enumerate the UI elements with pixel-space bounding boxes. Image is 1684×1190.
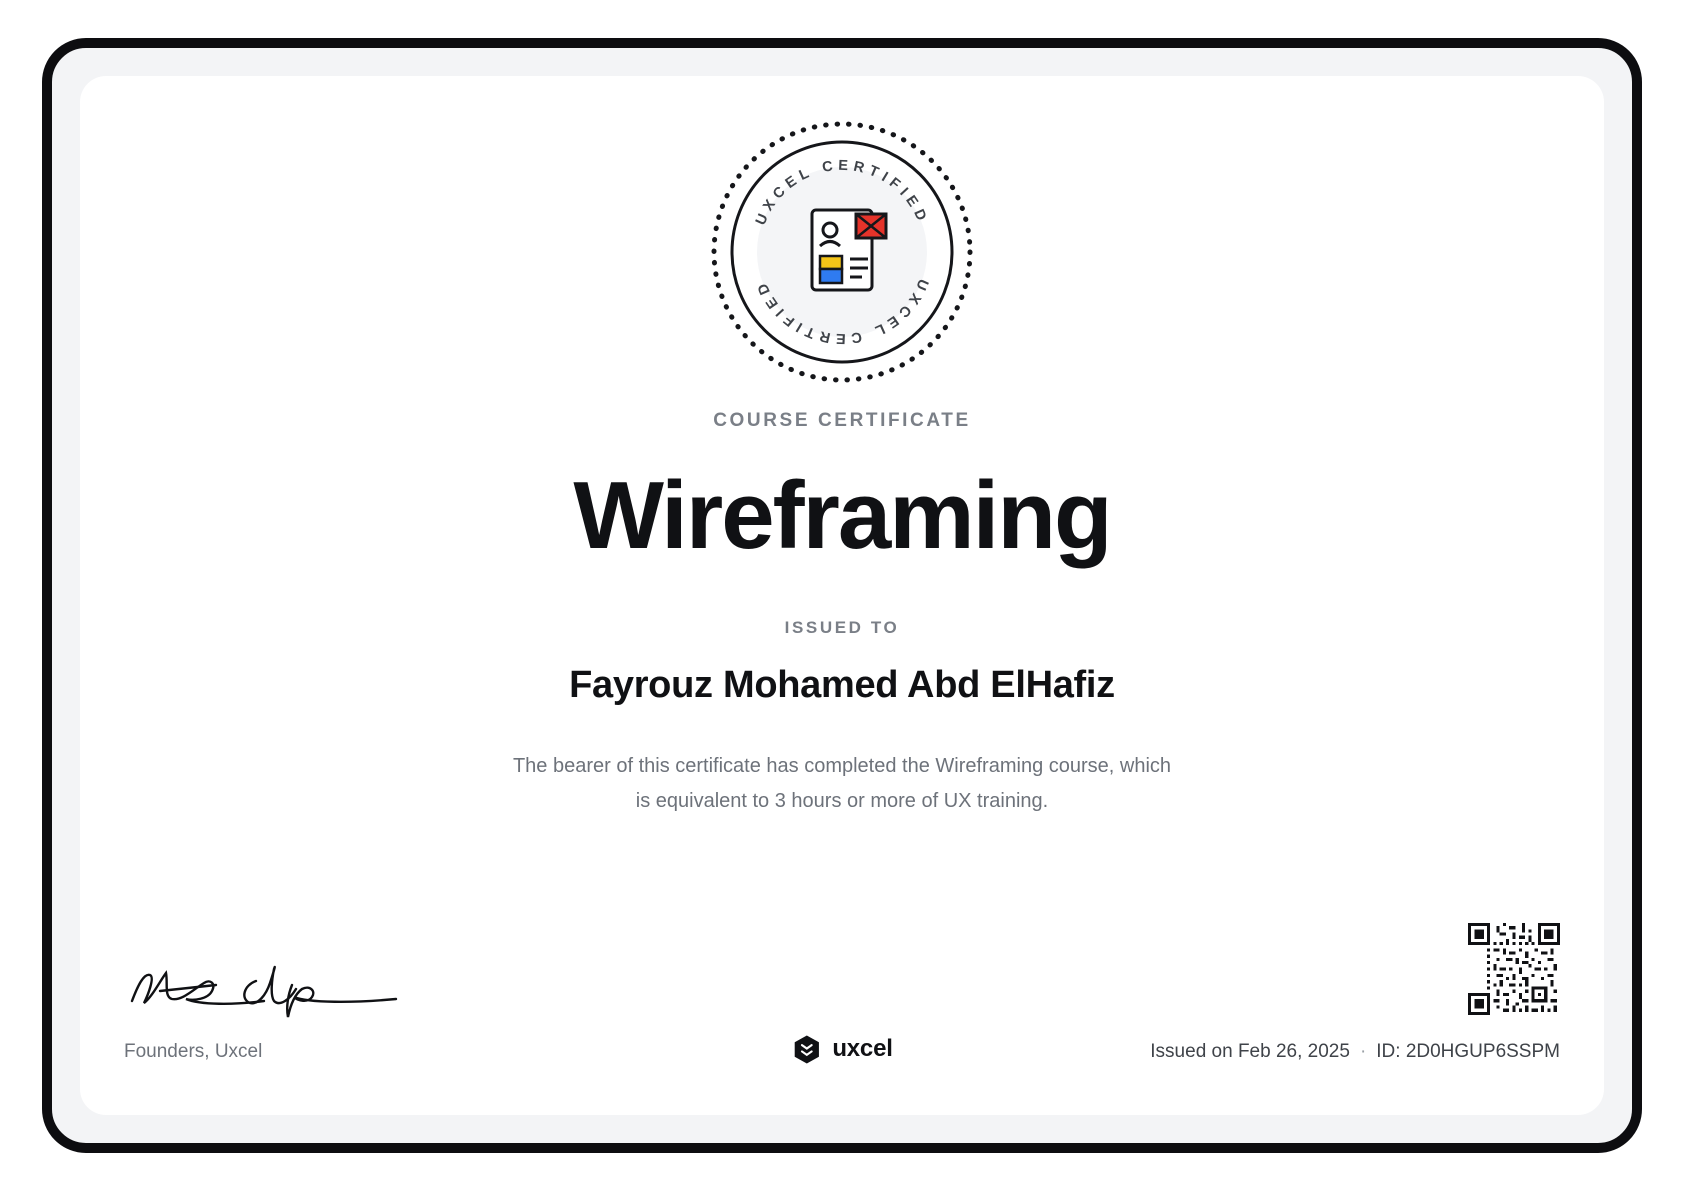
certificate-footer (80, 891, 1604, 1081)
seal-graphic (708, 118, 976, 386)
svg-text:UXCEL CERTIFIED: UXCEL CERTIFIED (752, 275, 932, 346)
qr-graphic (1468, 923, 1560, 1015)
uxcel-certified-seal (708, 118, 976, 386)
signature-caption: Founders, Uxcel (124, 1040, 263, 1062)
description-line-2: is equivalent to 3 hours or more of UX training. (635, 790, 1049, 813)
certificate-description (513, 749, 1171, 819)
certificate-id: ID: 2D0HGUP6SSPM (1376, 1040, 1560, 1062)
uxcel-brand (791, 1034, 892, 1065)
uxcel-logo-icon (791, 1034, 822, 1065)
description-line-1: The bearer of this certificate has completed the Wireframing course, which (512, 755, 1172, 778)
recipient-name: Fayrouz Mohamed Abd ElHafiz (569, 664, 1115, 707)
issued-metadata (1150, 1041, 1560, 1063)
meta-separator: · (1359, 1040, 1367, 1062)
course-title: Wireframing (573, 461, 1111, 569)
brand-name: uxcel (832, 1035, 893, 1062)
certificate-card (80, 76, 1604, 1115)
certificate-border (42, 38, 1642, 1153)
eyebrow-label: COURSE CERTIFICATE (713, 409, 971, 431)
signature-ink (124, 955, 424, 1025)
issued-to-label: ISSUED TO (784, 618, 900, 638)
issued-on-date: Issued on Feb 26, 2025 (1150, 1040, 1350, 1062)
founders-signature (124, 955, 424, 1025)
verification-qr-code[interactable] (1468, 923, 1560, 1015)
svg-text:UXCEL CERTIFIED: UXCEL CERTIFIED (752, 157, 932, 228)
